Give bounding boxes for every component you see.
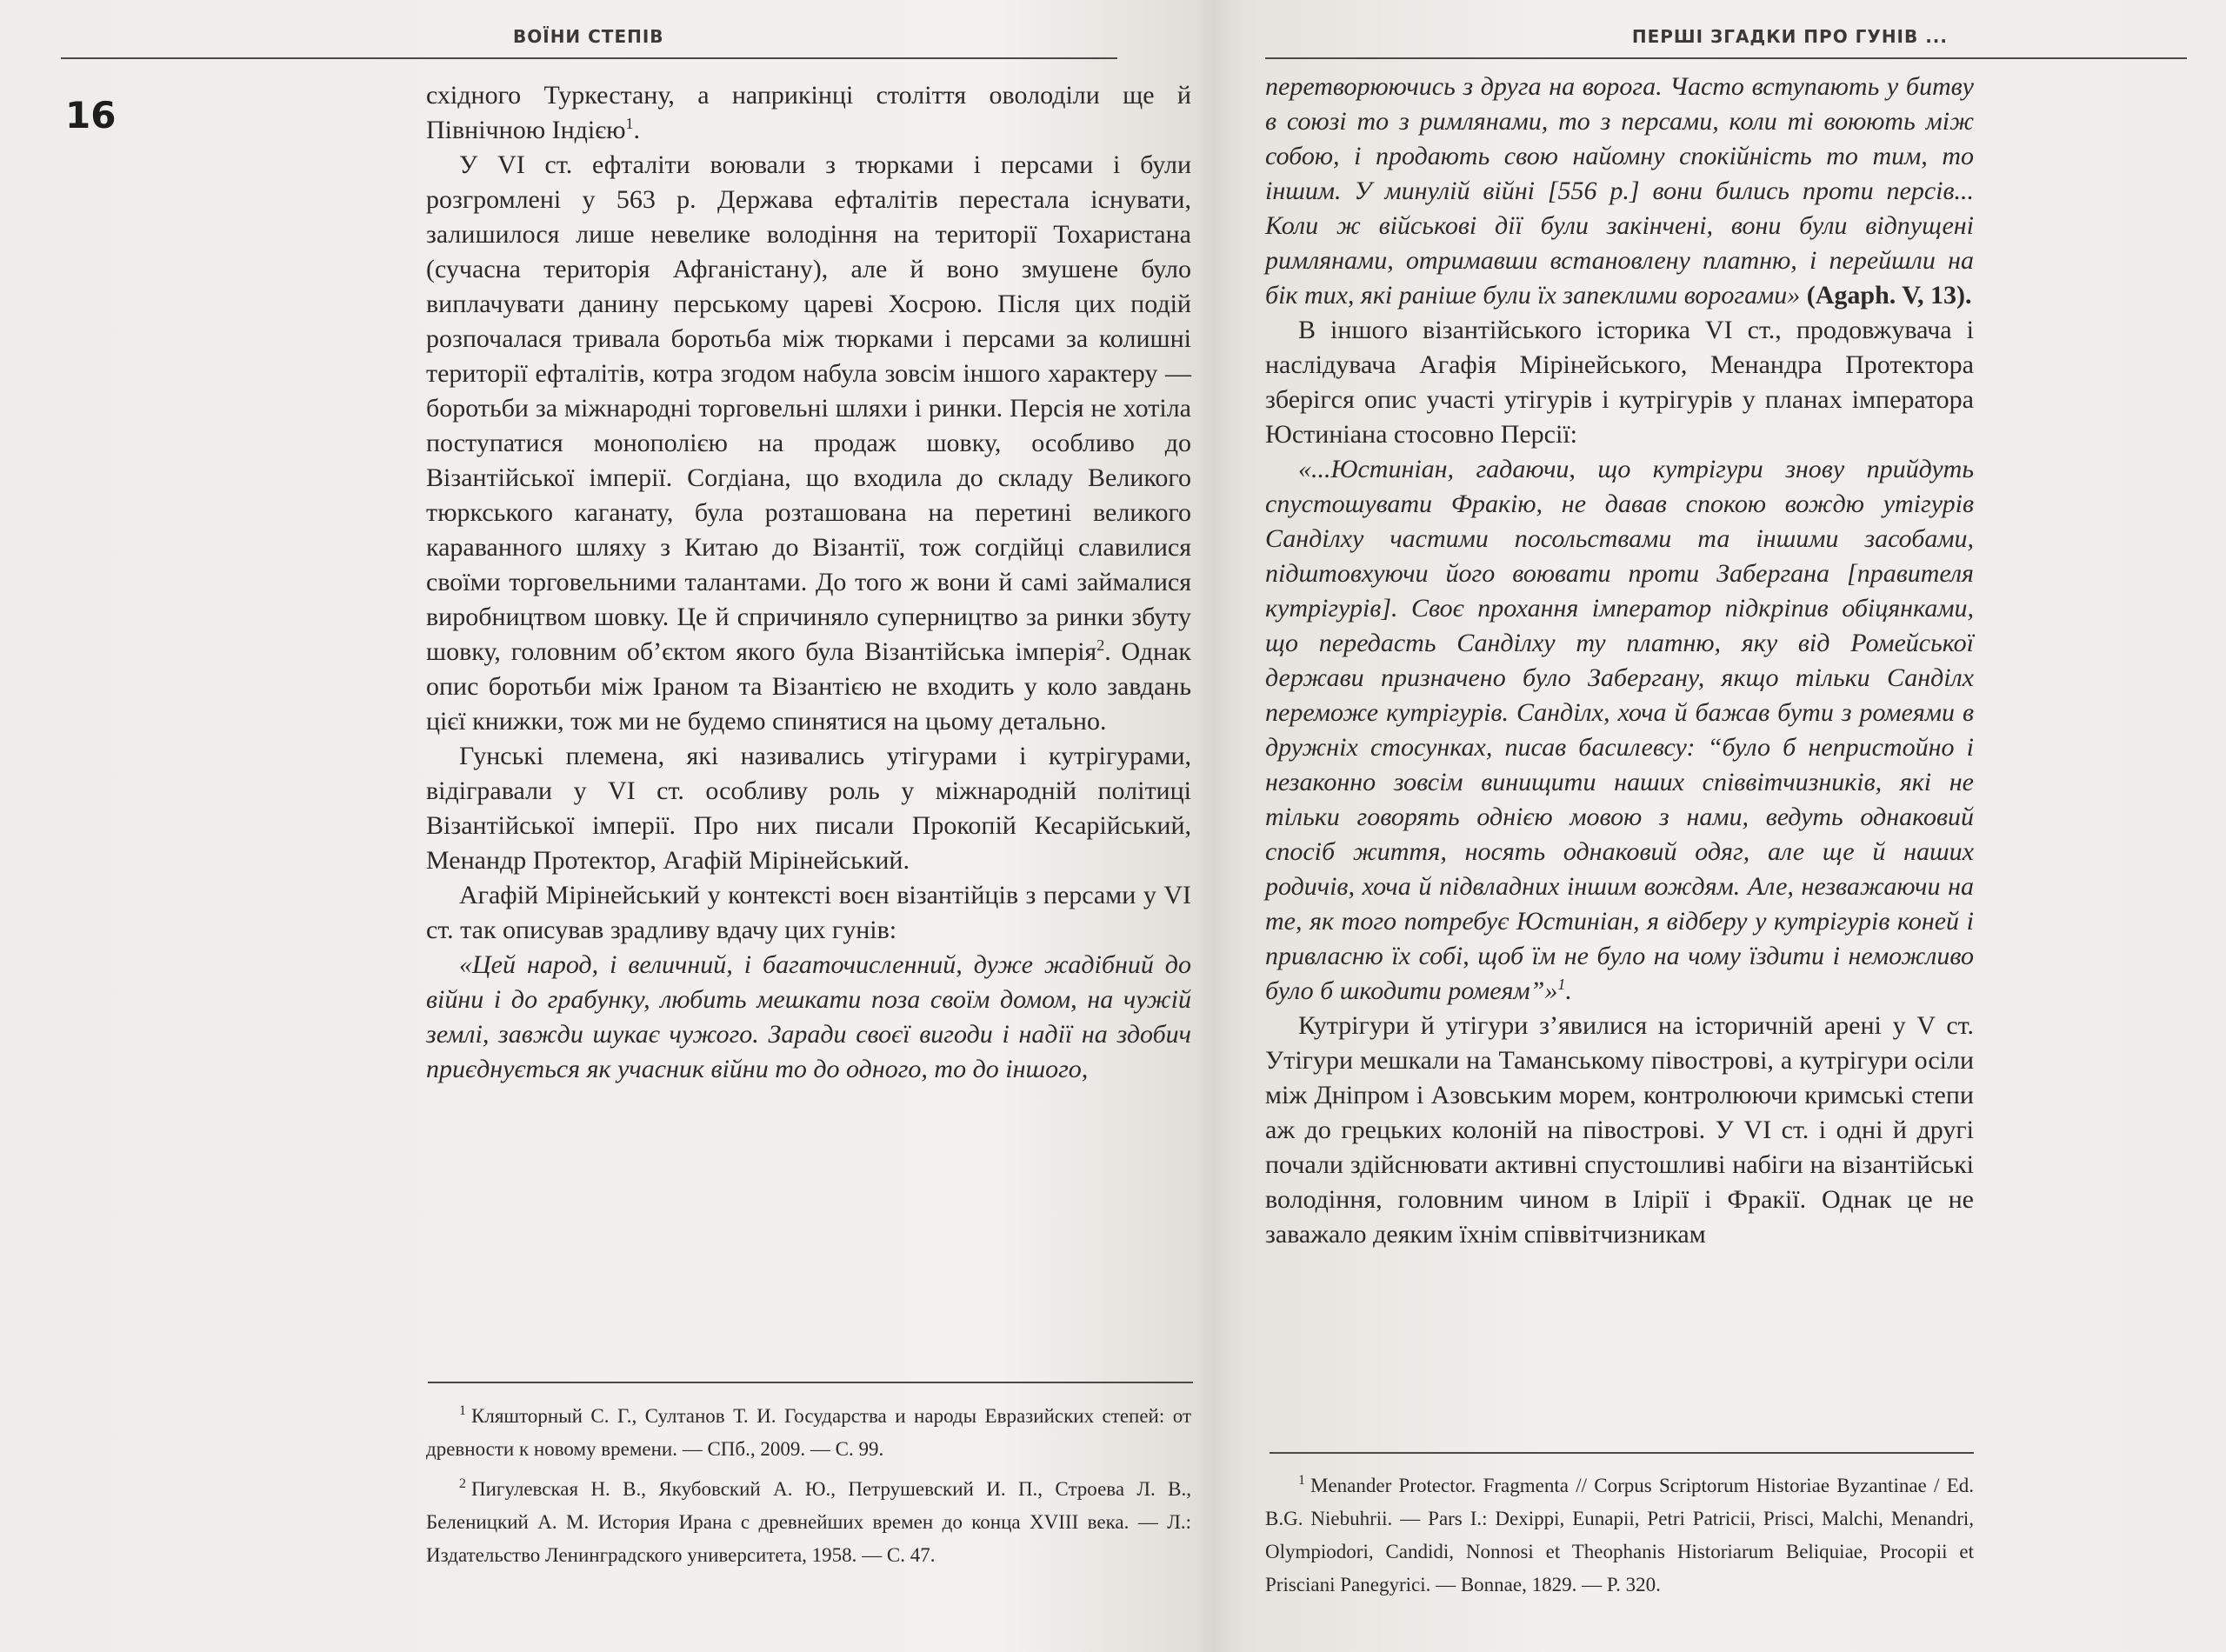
running-head-right: ПЕРШІ ЗГАДКИ ПРО ГУНІВ ... xyxy=(1631,26,1948,47)
left-body-text xyxy=(426,78,1191,1087)
right-footnotes xyxy=(1265,1469,1974,1602)
paragraph: Кутрігури й утігури з’явилися на історичній арені у V ст. Утігури мешкали на Таманському півострові, а кутрігури осіли між Дніпром і Азовським морем, контролюючи кримські степи аж до грецьких колоній на півострові. У VI ст. і одні й другі почали здійснювати активні спустошливі набіги на візантійські володіння, головним чином в Ілірії і Фракії. Однак це не заважало деяким їхнім співвітчизникам xyxy=(1265,1011,1974,1249)
header-rule-right xyxy=(1265,57,2187,59)
paragraph: В іншого візантійського історика VI ст., продовжувача і наслідувача Агафія Мірінейського, Менандра Протектора зберігся опис участі утігурів і кутрігурів у планах імператора Юстиніана стосовно Персії: xyxy=(1265,316,1974,449)
header-rule-left xyxy=(61,57,1117,59)
paragraph: східного Туркестану, а наприкінці століття оволоділи ще й Північною Індією$^1$. xyxy=(426,81,1191,144)
footnote-ref: 1 xyxy=(625,115,634,132)
page-number: 16 xyxy=(65,94,117,137)
paragraph: Агафій Мірінейський у контексті воєн візантійців з персами у VI ст. так описував зрадливу вдачу цих гунів: xyxy=(426,881,1191,944)
footnote-rule-left xyxy=(428,1382,1193,1383)
footnote-rule-right xyxy=(1270,1452,1974,1454)
footnote: $^2$ Пигулевская Н. В., Якубовский А. Ю., Петрушевский И. П., Строева Л. В., Беленицкий А. М. История Ирана с древнейших времен до конца XVIII века. — Л.: Издательство Ленинградского университета, 1958. — С. 47. xyxy=(426,1476,1191,1566)
source-reference: (Agaph. V, 13). xyxy=(1806,281,1972,310)
footnote-ref: 1 xyxy=(1557,976,1566,993)
footnote: $^1$ Menander Protector. Fragmenta // Corpus Scriptorum Historiae Byzantinae / Ed. B.G. Niebuhrii. — Pars I.: Dexippi, Eunapii, Petri Patricii, Prisci, Malchi, Menandri, Olympiodori, Candidi, Nonnosi et Theophanis Historiarum Beliquiae, Procopii et Prisciani Panegyrici. — Bonnae, 1829. — P. 320. xyxy=(1265,1473,1974,1595)
left-page xyxy=(52,0,1209,1652)
right-body-text xyxy=(1265,70,1974,1252)
running-head-left: ВОЇНИ СТЕПІВ xyxy=(513,26,664,47)
paragraph: Гунські племена, які називались утігурами і кутрігурами, відігравали у VI ст. особливу роль у міжнародній політиці Візантійської імперії. Про них писали Прокопій Кесарійський, Менандр Протектор, Агафій Мірінейський. xyxy=(426,742,1191,875)
left-footnotes xyxy=(426,1400,1191,1572)
footnote: $^1$ Кляшторный С. Г., Султанов Т. И. Государства и народы Евразийских степей: от древности к новому времени. — СПб., 2009. — С. 99. xyxy=(426,1403,1191,1460)
paragraph: У VI ст. ефталіти воювали з тюрками і персами і були розгромлені у 563 р. Держава ефталітів перестала існувати, залишилося лише невелике володіння на території Тохаристана (сучасна територія Афганістану), але й воно змушене було виплачувати данину перському цареві Хосрою. Після цих подій розпочалася тривала боротьба між тюрками і персами за колишні території ефталітів, котра згодом набула зовсім іншого характеру — боротьби за міжнародні торговельні шляхи і ринки. Персія не хотіла поступатися монополією на продаж шовку, особливо до Візантійської імперії. Согдіана, що входила до складу Великого тюркського каганату, була розташована на перетині великого караванного шляху з Китаю до Візантії, тож согдійці славилися своїми торговельними талантами. До того ж вони й самі займалися виробництвом шовку. Це й спричиняло суперництво за ринки збуту шовку, головним об’єктом якого була Візантійська імперія$^2$. Однак опис боротьби між Іраном та Візантією не входить у коло завдань цієї книжки, тож ми не будемо спинятися на цьому детально. xyxy=(426,150,1192,736)
right-page xyxy=(1235,0,2217,1652)
quote-paragraph: «...Юстиніан, гадаючи, що кутрігури знову прийдуть спустошувати Фракію, не давав спокою вождю утігурів Санділху частими посольствами та іншими засобами, підштовхуючи його воювати проти Заберганa [правителя кутрігурів]. Своє прохання імператор підкріпив обіцянками, що передасть Санділху ту платню, яку від Ромейської держави призначено було Забергану, якщо тільки Санділх переможе кутрігурів. Санділх, хоча й бажав бути з ромеями в дружніх стосунках, писав басилевсу: “було б непристойно і незаконно зовсім винищити наших співвітчизників, які не тільки говорять однією мовою з нами, ведуть однаковий спосіб життя, носять однаковий одяг, але ще й наших родичів, хоча й підвладних іншим вождям. Але, незважаючи на те, як того потребує Юстиніан, я відберу у кутрігурів коней і привласню їх собі, щоб їм не було на чому їздити і неможливо було б шкодити ромеям”»$^1$. xyxy=(1265,455,1974,1005)
quote-paragraph: «Цей народ, і величний, і багаточисленний, дуже жадібний до війни і до грабунку, любить мешкати поза своїм домом, на чужій землі, завжди шукає чужого. Заради своєї вигоди і надії на здобич приєднується як учасник війни то до одного, то до іншого, xyxy=(426,950,1191,1083)
quote-paragraph: перетворюючись з друга на ворога. Часто вступають у битву в союзі то з римлянами, то з персами, коли ті воюють між собою, і продають свою найомну спокійність то тим, то іншим. У минулій війні [556 р.] вони бились проти персів... Коли ж військові дії були закінчені, вони були відпущені римлянами, отримавши встановлену платню, і перейшли на бік тих, які раніше були їх запеклими ворогами» (Agaph. V, 13). xyxy=(1265,72,1974,310)
footnote-ref: 2 xyxy=(1096,636,1105,654)
